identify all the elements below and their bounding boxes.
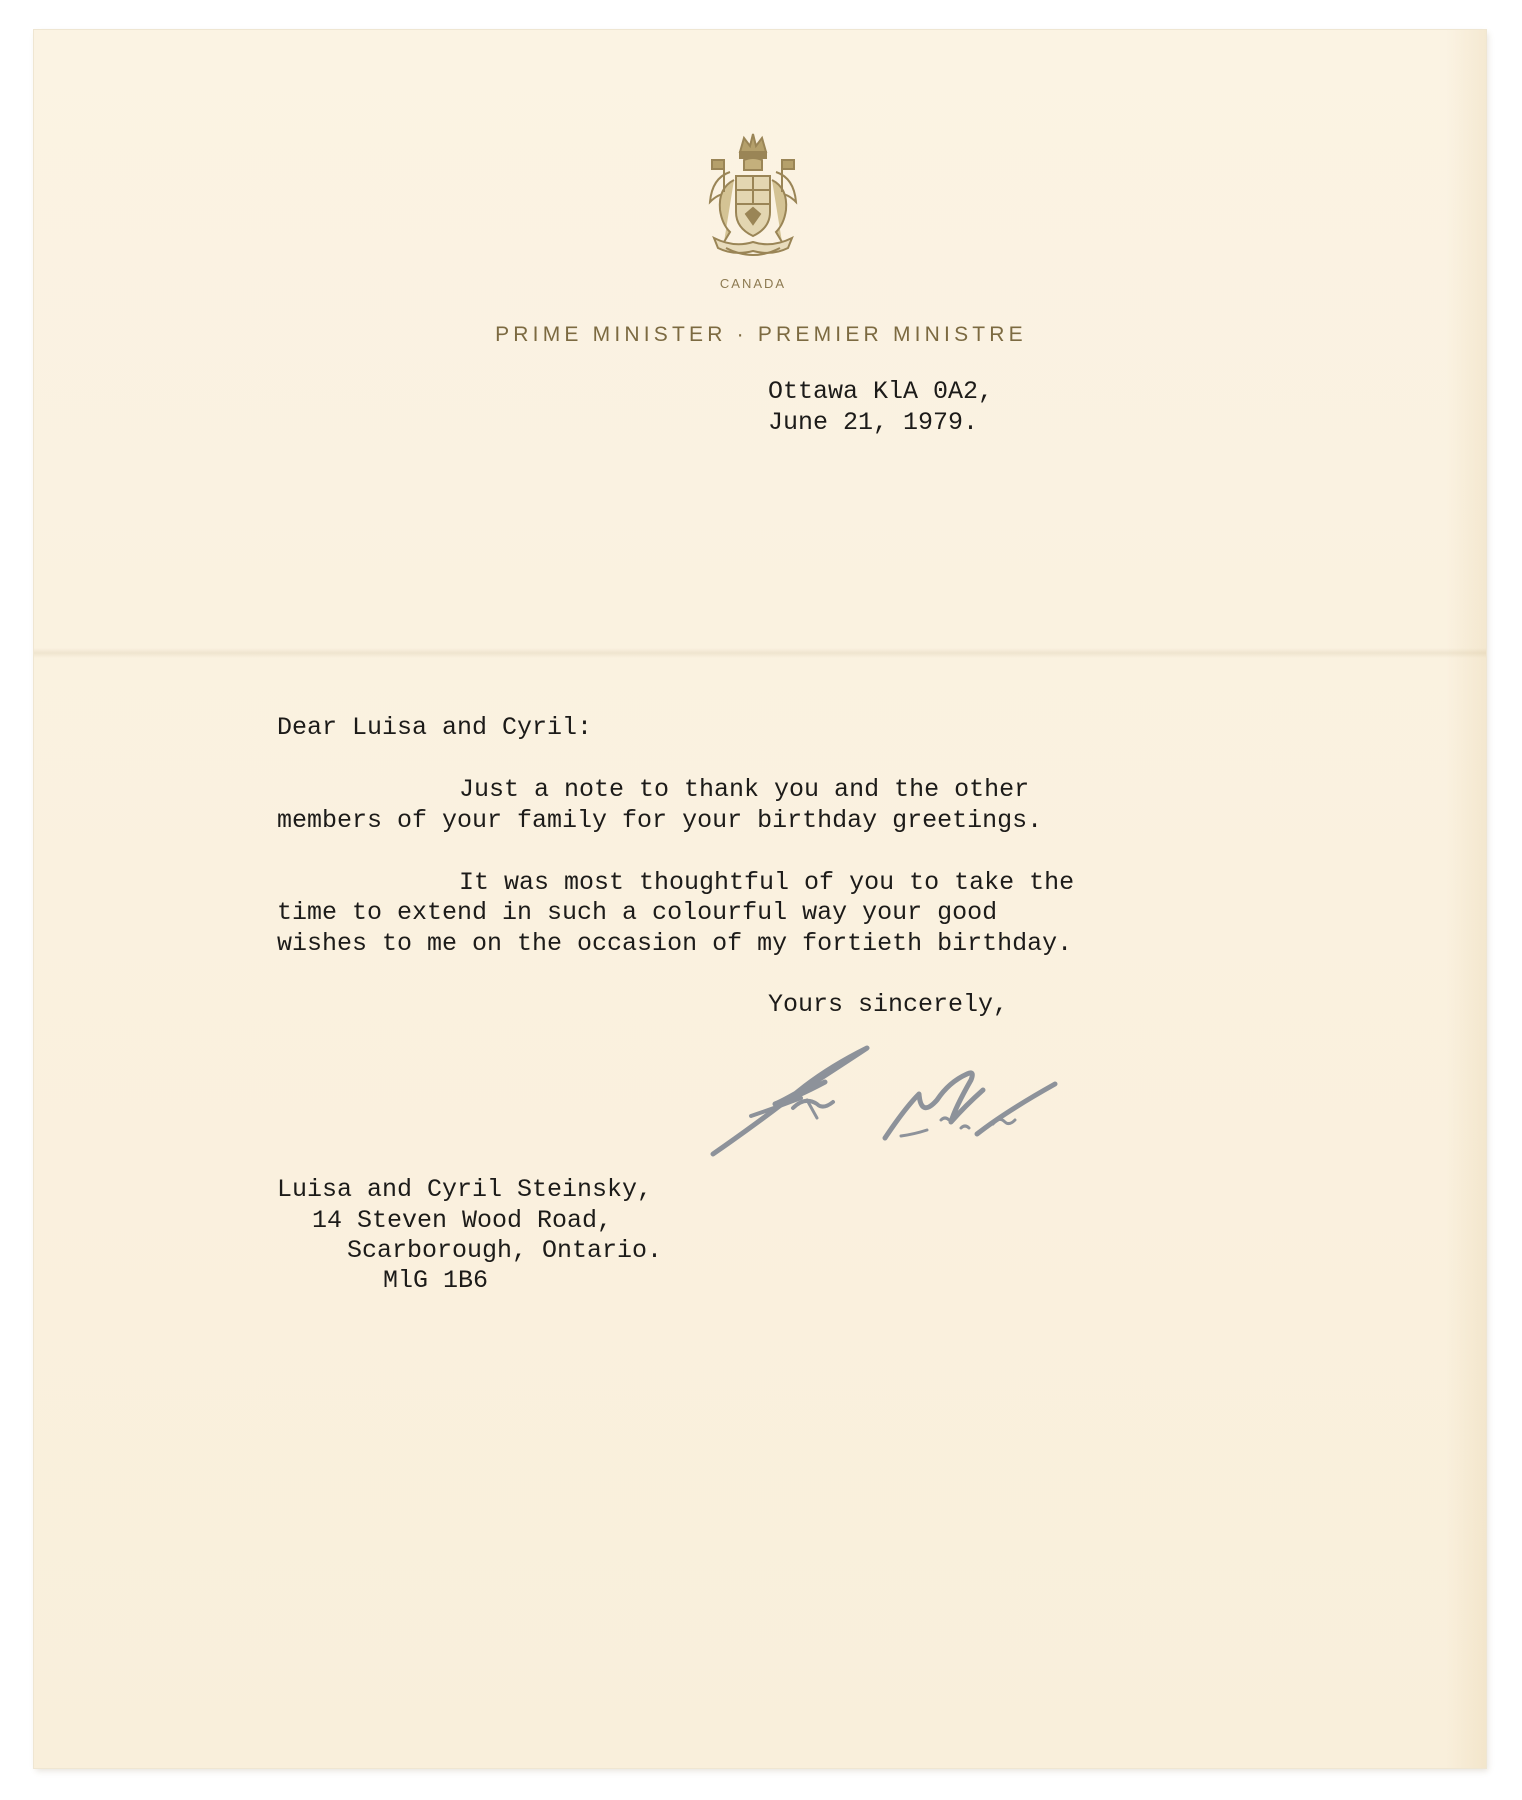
coat-of-arms-icon [700,130,806,262]
recipient-street: 14 Steven Wood Road, [312,1206,613,1235]
date-line: June 21, 1979. [768,408,979,437]
body-line: members of your family for your birthday greetings. [277,806,1043,835]
recipient-name: Luisa and Cyril Steinsky, [277,1175,653,1204]
closing: Yours sincerely, [768,990,1009,1019]
salutation: Dear Luisa and Cyril: [277,713,593,742]
crest-caption: CANADA [719,276,787,291]
signature-icon [705,1038,1065,1160]
recipient-city: Scarborough, Ontario. [347,1236,663,1265]
body-line: time to extend in such a colourful way your good [277,898,998,927]
body-line: wishes to me on the occasion of my fortieth birthday. [277,929,1073,958]
body-line: It was most thoughtful of you to take the [459,868,1075,897]
recipient-postal: MlG 1B6 [383,1266,489,1295]
letterhead-title: PRIME MINISTER · PREMIER MINISTRE [495,323,1027,346]
place-line: Ottawa KlA 0A2, [768,377,994,406]
body-line: Just a note to thank you and the other [459,775,1030,804]
